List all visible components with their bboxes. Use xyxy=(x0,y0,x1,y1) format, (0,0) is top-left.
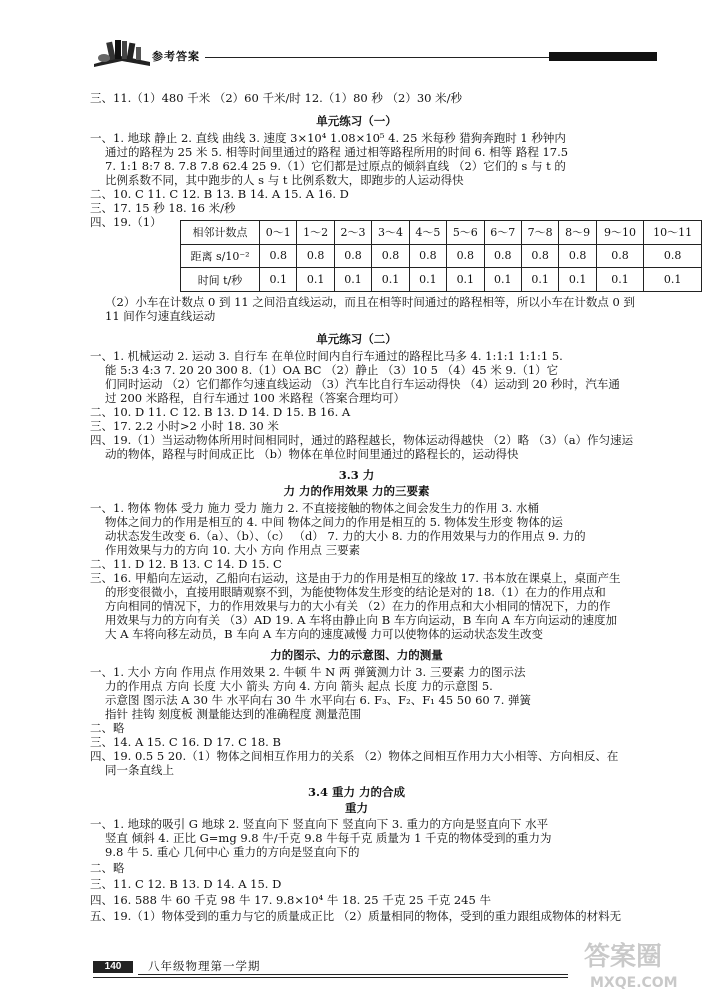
table-cell: 0.1 xyxy=(447,268,484,292)
subsection-heading: 力 力的作用效果 力的三要素 xyxy=(283,484,430,498)
header-rule xyxy=(205,57,549,58)
table-row xyxy=(181,221,702,245)
table-cell: 0.1 xyxy=(372,268,409,292)
answer-line: 一、1. 物体 物体 受力 施力 受力 施力 2. 不直接接触的物体之间会发生力的作用 3. 水桶 xyxy=(90,501,539,515)
table-cell: 0.1 xyxy=(521,268,558,292)
page-number: 140 xyxy=(93,961,133,973)
table-cell: 0.8 xyxy=(644,244,702,268)
footer-rule-long xyxy=(93,977,568,978)
answer-line: 四、19.（1）当运动物体所用时间相同时，通过的路程越长，物体运动得越快 （2）略 （3）（a）作匀速运 xyxy=(90,433,634,447)
table-cell: 0.1 xyxy=(260,268,297,292)
section-heading: 3.3 力 xyxy=(338,468,375,482)
table-cell: 8～9 xyxy=(559,221,596,245)
answer-line: 三、16. 甲船向左运动，乙船向右运动，这是由于力的作用是相互的缘故 17. 书本放在课桌上，桌面产生 xyxy=(90,571,621,585)
table-cell: 0.8 xyxy=(521,244,558,268)
table-cell: 0.1 xyxy=(484,268,521,292)
books-logo-icon xyxy=(92,34,152,68)
answer-line: 二、略 xyxy=(90,861,125,875)
answer-line: 二、略 xyxy=(90,721,125,735)
answer-line: 二、10. D 11. C 12. B 13. D 14. D 15. B 16. A xyxy=(90,405,351,419)
table-cell: 0.8 xyxy=(297,244,334,268)
table-cell: 0.1 xyxy=(334,268,371,292)
table-cell: 7～8 xyxy=(521,221,558,245)
answer-line: 能 5:3 4:3 7. 20 20 300 8.（1）OA BC （2）静止 （3）10 5 （4）45 米 9.（1）它 xyxy=(105,363,559,377)
answer-line: 动的物体，路程与时间成正比 （b）物体在单位时间里通过的路程长的，运动得快 xyxy=(105,447,519,461)
header-title: 参考答案 xyxy=(152,50,200,63)
answer-line: 7. 1:1 8:7 8. 7.8 7.8 62.4 25 9.（1）它们都是过原点的倾斜直线 （2）它们的 s 与 t 的 xyxy=(105,159,566,173)
table-cell: 0.1 xyxy=(409,268,446,292)
answer-line: 竖直 倾斜 4. 正比 G=mg 9.8 牛/千克 9.8 牛每千克 质量为 1 千克的物体受到的重力为 xyxy=(105,831,552,845)
answer-line: 动状态发生改变 6.（a）、（b）、（c） （d） 7. 力的大小 8. 力的作用效果与力的作用点 9. 力的 xyxy=(105,529,586,543)
subsection-heading: 力的图示、力的示意图、力的测量 xyxy=(270,648,443,662)
header-bar xyxy=(549,52,657,61)
answer-line: 三、17. 2.2 小时>2 小时 18. 30 米 xyxy=(90,419,279,433)
table-cell: 10～11 xyxy=(644,221,702,245)
table-cell: 6～7 xyxy=(484,221,521,245)
table-cell: 0.1 xyxy=(644,268,702,292)
table-cell: 0.8 xyxy=(596,244,644,268)
answer-line: 通过的路程为 25 米 5. 相等时间里通过的路程 通过相等路程所用的时间 6. 相等 路程 17.5 xyxy=(105,145,569,159)
table-cell: 0.8 xyxy=(334,244,371,268)
answer-line: 一、1. 地球的吸引 G 地球 2. 竖直向下 竖直向下 竖直向下 3. 重力的方向是竖直向下 水平 xyxy=(90,817,549,831)
answer-line: 一、1. 大小 方向 作用点 作用效果 2. 牛顿 牛 N 两 弹簧测力计 3. 三要素 力的图示法 xyxy=(90,665,526,679)
table-row xyxy=(181,268,702,292)
answer-line: 大 A 车将向移左动员，B 车向 A 车方向的速度减慢 力可以使物体的运动状态发生改变 xyxy=(105,627,543,641)
answer-line: （2）小车在计数点 0 到 11 之间沿直线运动，而且在相等时间通过的路程相等，所以小车在计数点 0 到 xyxy=(105,295,636,309)
answer-line: 三、14. A 15. C 16. D 17. C 18. B xyxy=(90,735,281,749)
subsection-heading: 重力 xyxy=(345,801,368,815)
answer-line: 一、1. 机械运动 2. 运动 3. 自行车 在单位时间内自行车通过的路程比马多 4. 1:1:1 1:1:1 5. xyxy=(90,349,563,363)
answer-line: 们同时运动 （2）它们都作匀速直线运动 （3）汽车比自行车运动得快 （4）运动到 20 秒时，汽车通 xyxy=(105,377,620,391)
table-cell: 0.8 xyxy=(260,244,297,268)
table-row-label: 相邻计数点 xyxy=(181,221,260,245)
table-row-label: 距离 s/10⁻² xyxy=(181,244,260,268)
table-row xyxy=(181,244,702,268)
measurement-table xyxy=(180,220,702,292)
answer-line: 用效果与力的方向有关 （3）AD 19. A 车将由静止向 B 车方向运动，B 车向 A 车方向运动的速度加 xyxy=(105,613,618,627)
table-cell: 0.8 xyxy=(484,244,521,268)
table-cell: 0.8 xyxy=(447,244,484,268)
watermark-text: 答案圈 xyxy=(584,942,663,972)
answer-line: 三、11.（1）480 千米 （2）60 千米/时 12.（1）80 秒 （2）30 米/秒 xyxy=(90,91,463,105)
answer-line: 示意图 图示法 A 30 牛 水平向右 30 牛 水平向右 6. F₃、F₂、F₁ 45 50 60 7. 弹簧 xyxy=(105,693,532,707)
answer-line: 指针 挂钩 刻度板 测量能达到的准确程度 测量范围 xyxy=(105,707,362,721)
table-cell: 0.8 xyxy=(409,244,446,268)
section-heading: 单元练习（二） xyxy=(316,332,397,346)
answer-line: 五、19.（1）物体受到的重力与它的质量成正比 （2）质量相同的物体，受到的重力跟组成物体的材料无 xyxy=(90,909,622,923)
table-cell: 2～3 xyxy=(334,221,371,245)
watermark-logo-icon xyxy=(582,935,702,993)
answer-line: 四、19. 0.5 5 20.（1）物体之间相互作用力的关系 （2）物体之间相互作用力大小相等、方向相反、在 xyxy=(90,749,619,763)
table-cell: 3～4 xyxy=(372,221,409,245)
watermark-url: MXQE.COM xyxy=(590,975,678,991)
table-cell: 9～10 xyxy=(596,221,644,245)
section-heading: 3.4 重力 力的合成 xyxy=(307,785,405,799)
section-heading: 单元练习（一） xyxy=(316,114,397,128)
answer-line: 的形变很微小，直接用眼睛观察不到，为能使物体发生形变的结论是对的 18.（1）在力的作用点和 xyxy=(105,585,606,599)
table-cell: 5～6 xyxy=(447,221,484,245)
table-cell: 0.1 xyxy=(559,268,596,292)
table-cell: 0.8 xyxy=(372,244,409,268)
answer-line: 三、17. 15 秒 18. 16 米/秒 xyxy=(90,201,236,215)
answer-line: 方向相同的情况下，力的作用效果与力的大小有关 （2）在力的作用点和大小相同的情况下，力的作 xyxy=(105,599,611,613)
answer-line: 比例系数不同，其中跑步的人 s 与 t 比例系数大，即跑步的人运动得快 xyxy=(105,173,464,187)
answer-line: 二、11. D 12. B 13. C 14. D 15. C xyxy=(90,557,282,571)
answer-line: 9.8 牛 5. 重心 几何中心 重力的方向是竖直向下的 xyxy=(105,845,360,859)
table-cell: 4～5 xyxy=(409,221,446,245)
answer-line: 作用效果与力的方向 10. 大小 方向 作用点 三要素 xyxy=(105,543,361,557)
answer-line: 过 200 米路程，自行车通过 100 米路程（答案合理均可） xyxy=(105,391,406,405)
answer-line: 一、1. 地球 静止 2. 直线 曲线 3. 速度 3×10⁴ 1.08×10⁵ 4. 25 米每秒 猎狗奔跑时 1 秒钟内 xyxy=(90,131,566,145)
answer-line: 二、10. C 11. C 12. B 13. B 14. A 15. A 16. D xyxy=(90,187,349,201)
table-cell: 1～2 xyxy=(297,221,334,245)
answer-line: 力的作用点 方向 长度 大小 箭头 方向 4. 方向 箭头 起点 长度 力的示意图 5. xyxy=(105,679,493,693)
answer-line: 四、19.（1） xyxy=(90,215,162,229)
table-cell: 0～1 xyxy=(260,221,297,245)
book-title: 八年级物理第一学期 xyxy=(148,959,261,973)
answer-line: 三、11. C 12. B 13. D 14. A 15. D xyxy=(90,877,282,891)
answer-line: 11 间作匀速直线运动 xyxy=(105,309,216,323)
table-cell: 0.1 xyxy=(297,268,334,292)
table-cell: 0.8 xyxy=(559,244,596,268)
table-row-label: 时间 t/秒 xyxy=(181,268,260,292)
footer-rule xyxy=(138,974,568,975)
answer-line: 同一条直线上 xyxy=(105,763,174,777)
answer-line: 物体之间力的作用是相互的 4. 中间 物体之间力的作用是相互的 5. 物体发生形变 物体的运 xyxy=(105,515,563,529)
table-cell: 0.1 xyxy=(596,268,644,292)
answer-line: 四、16. 588 牛 60 千克 98 牛 17. 9.8×10⁴ 牛 18. 25 千克 25 千克 245 牛 xyxy=(90,893,491,907)
